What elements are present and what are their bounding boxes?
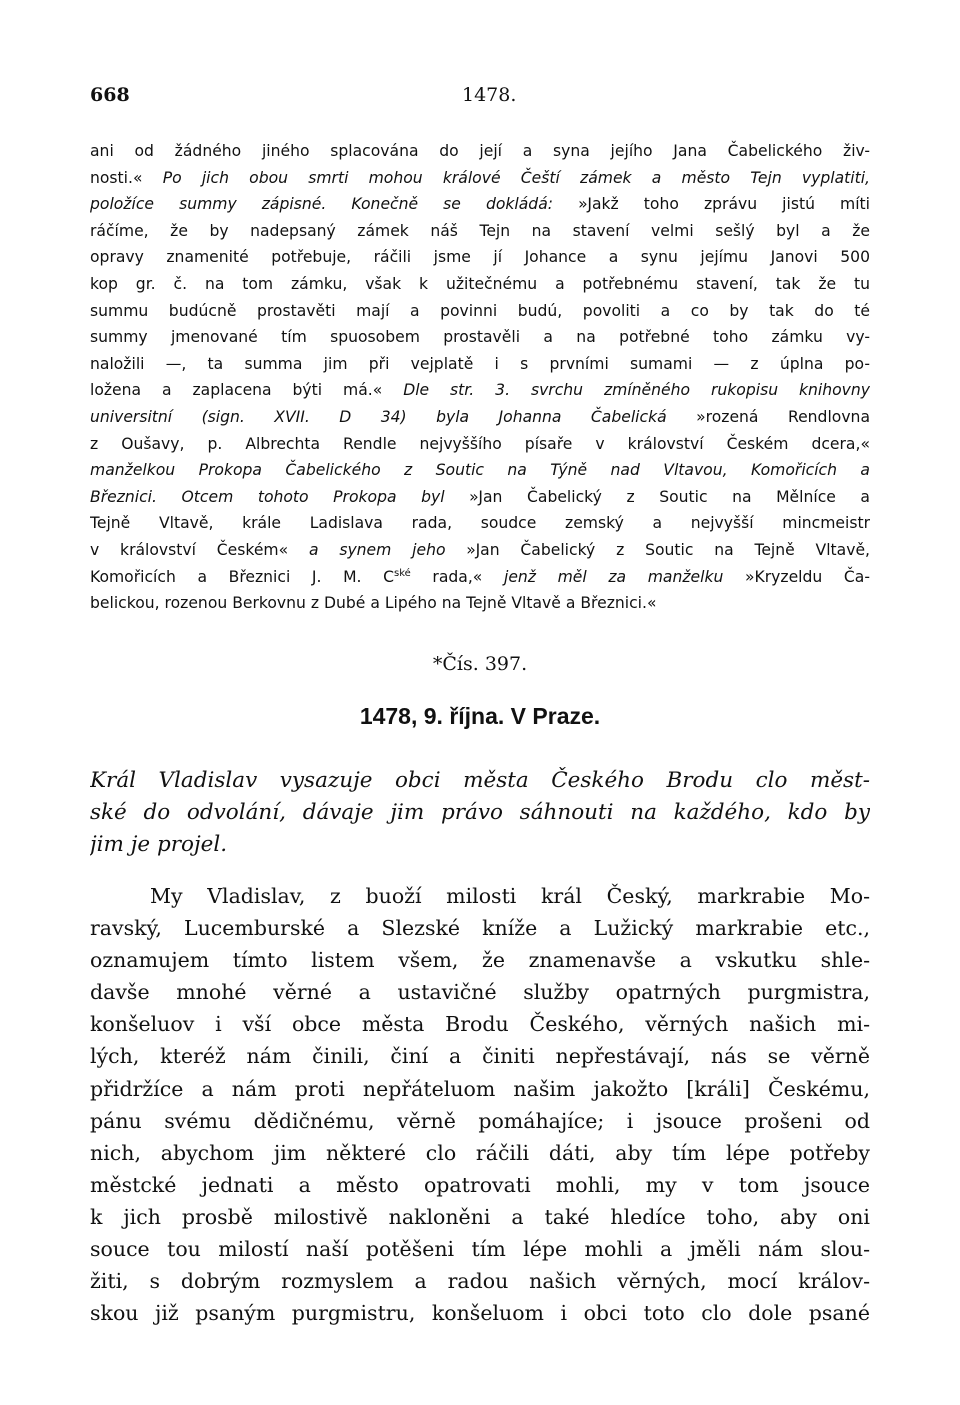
document-date-place: 1478, 9. října. V Praze. — [359, 703, 601, 729]
footnote-line — [90, 218, 870, 245]
text-run: ráčíme, že by nadepsaný zámek náš Tejn na stavení velmi sešlý byl a že — [90, 221, 870, 240]
text-run: nosti.« — [90, 168, 163, 187]
footnote-line — [90, 298, 870, 325]
footnote-line — [90, 484, 870, 511]
body-line: nich, abychom jim některé clo ráčili dáti, aby tím lépe potřeby — [90, 1140, 870, 1165]
italic-run: jenž měl za manželku — [503, 567, 745, 586]
document-summary — [90, 765, 870, 861]
summary-line: ské do odvolání, dávaje jim právo sáhnouti na každého, kdo by — [90, 800, 870, 825]
footnote-line — [90, 351, 870, 378]
italic-run: Březnici. Otcem tohoto Prokopa byl — [90, 487, 470, 506]
footnote-line — [90, 271, 870, 298]
body-line: skou již psaným purgmistru, konšeluom i obci toto clo dole psané — [90, 1301, 870, 1326]
body-line: My Vladislav, z buoží milosti král Český, markrabie Mo- — [150, 884, 870, 908]
text-run: ložena a zaplacena býti má.« — [90, 381, 404, 400]
body-line: lých, kteréž nám činili, činí a činiti nepřestávají, nás se věrně — [90, 1044, 870, 1069]
text-run: »Kryzeldu Ča- — [744, 567, 870, 586]
italic-run: Po jich obou smrti mohou králové Čeští zámek a město Tejn vyplatiti, — [162, 168, 870, 187]
footnote-block — [90, 138, 870, 617]
text-run: opravy znamenité potřebuje, ráčili jsme jí Johance a synu jejímu Janovi 500 — [90, 248, 870, 267]
text-run: naložili —, ta summa jim při vejplatě i s prvními sumami — z úplna po- — [90, 354, 870, 373]
italic-run: universitní (sign. XVII. D 34) byla Johanna Čabelická — [90, 407, 697, 426]
page-header — [90, 84, 870, 114]
text-run: v království Českém« — [90, 540, 309, 559]
text-run: Komořicích a Březnici J. M. C — [90, 567, 395, 586]
footnote-line — [90, 165, 870, 192]
text-run: summy jmenované tím spuosobem prostavěli a na potřebné toho zámku vy- — [90, 328, 870, 347]
text-run: »Jan Čabelický z Soutic na Mělníce a — [469, 487, 870, 506]
body-line: ravský, Lucemburské a Slezské kníže a Lužický markrabie etc., — [90, 916, 870, 941]
text-run: ani od žádného jiného splacována do její a syna jejího Jana Čabelického živ- — [90, 142, 870, 160]
footnote-line — [90, 324, 870, 351]
text-run: belickou, rozenou Berkovnu z Dubé a Lipého na Tejně Vltavě a Březnici.« — [90, 594, 657, 613]
body-line: oznamujem tímto listem všem, že znamenavše a vskutku shle- — [90, 948, 870, 973]
footnote-line — [90, 590, 870, 617]
summary-line: jim je projel. — [90, 832, 228, 857]
footnote-line — [90, 431, 870, 458]
text-run: »rozená Rendlovna — [696, 407, 870, 426]
summary-line: Král Vladislav vysazuje obci města Českého Brodu clo měst- — [90, 768, 870, 793]
text-run: summu budúcně prostavěti mají a povinni budú, povoliti a co by tak do té — [90, 301, 870, 320]
body-line: souce tou milostí naší potěšeni tím lépe mohli a jměli nám slou- — [90, 1237, 870, 1262]
body-line: přidržíce a nám proti nepřáteluom našim jakožto [králi] Českému, — [90, 1076, 870, 1101]
footnote-line — [90, 510, 870, 537]
superscript-run: ské — [394, 567, 411, 579]
italic-run: manželkou Prokopa Čabelického z Soutic na Týně nad Vltavou, Komořicích a — [90, 461, 870, 480]
body-line: k jich prosbě milostivě nakloněni a také hledíce toho, aby oni — [90, 1204, 870, 1229]
footnote-line — [90, 138, 870, 165]
footnote-line — [90, 377, 870, 404]
text-run: »Jakž toho zprávu jistú míti — [578, 195, 870, 214]
footnote-line — [90, 564, 870, 591]
footnote-line — [90, 244, 870, 271]
italic-run: Dle str. 3. svrchu zmíněného rukopisu knihovny — [403, 381, 870, 400]
body-line: městcké jednati a město opatrovati mohli, my v tom jsouce — [90, 1172, 870, 1197]
footnote-line — [90, 457, 870, 484]
document-number: *Čís. 397. — [432, 653, 528, 675]
page-number: 668 — [90, 84, 130, 106]
text-run: z Oušavy, p. Albrechta Rendle nejvyššího písaře v království Českém dcera,« — [90, 434, 870, 453]
text-run: »Jan Čabelický z Soutic na Tejně Vltavě, — [466, 540, 870, 559]
document-body — [90, 880, 870, 1329]
italic-run: a synem jeho — [308, 540, 467, 559]
body-line: konšeluov i vší obce města Brodu Českého, věrných našich mi- — [90, 1012, 870, 1037]
footnote-line — [90, 191, 870, 218]
running-head-year: 1478. — [462, 84, 517, 106]
body-line: pánu svému dědičnému, věrně pomáhajíce; i jsouce prošeni od — [90, 1108, 870, 1133]
text-run: rada,« — [410, 567, 504, 586]
footnote-line — [90, 404, 870, 431]
italic-run: položíce summy zápisné. Konečně se dokládá: — [90, 195, 579, 214]
body-line: davše mnohé věrné a ustavičné služby opatrných purgmistra, — [90, 980, 870, 1005]
text-run: Tejně Vltavě, krále Ladislava rada, soudce zemský a nejvyšší mincmeistr — [90, 514, 870, 533]
text-run: kop gr. č. na tom zámku, však k užitečnému a potřebnému stavení, tak že tu — [90, 274, 870, 293]
footnote-line — [90, 537, 870, 564]
body-line: žiti, s dobrým rozmyslem a radou našich věrných, mocí králov- — [90, 1269, 870, 1294]
